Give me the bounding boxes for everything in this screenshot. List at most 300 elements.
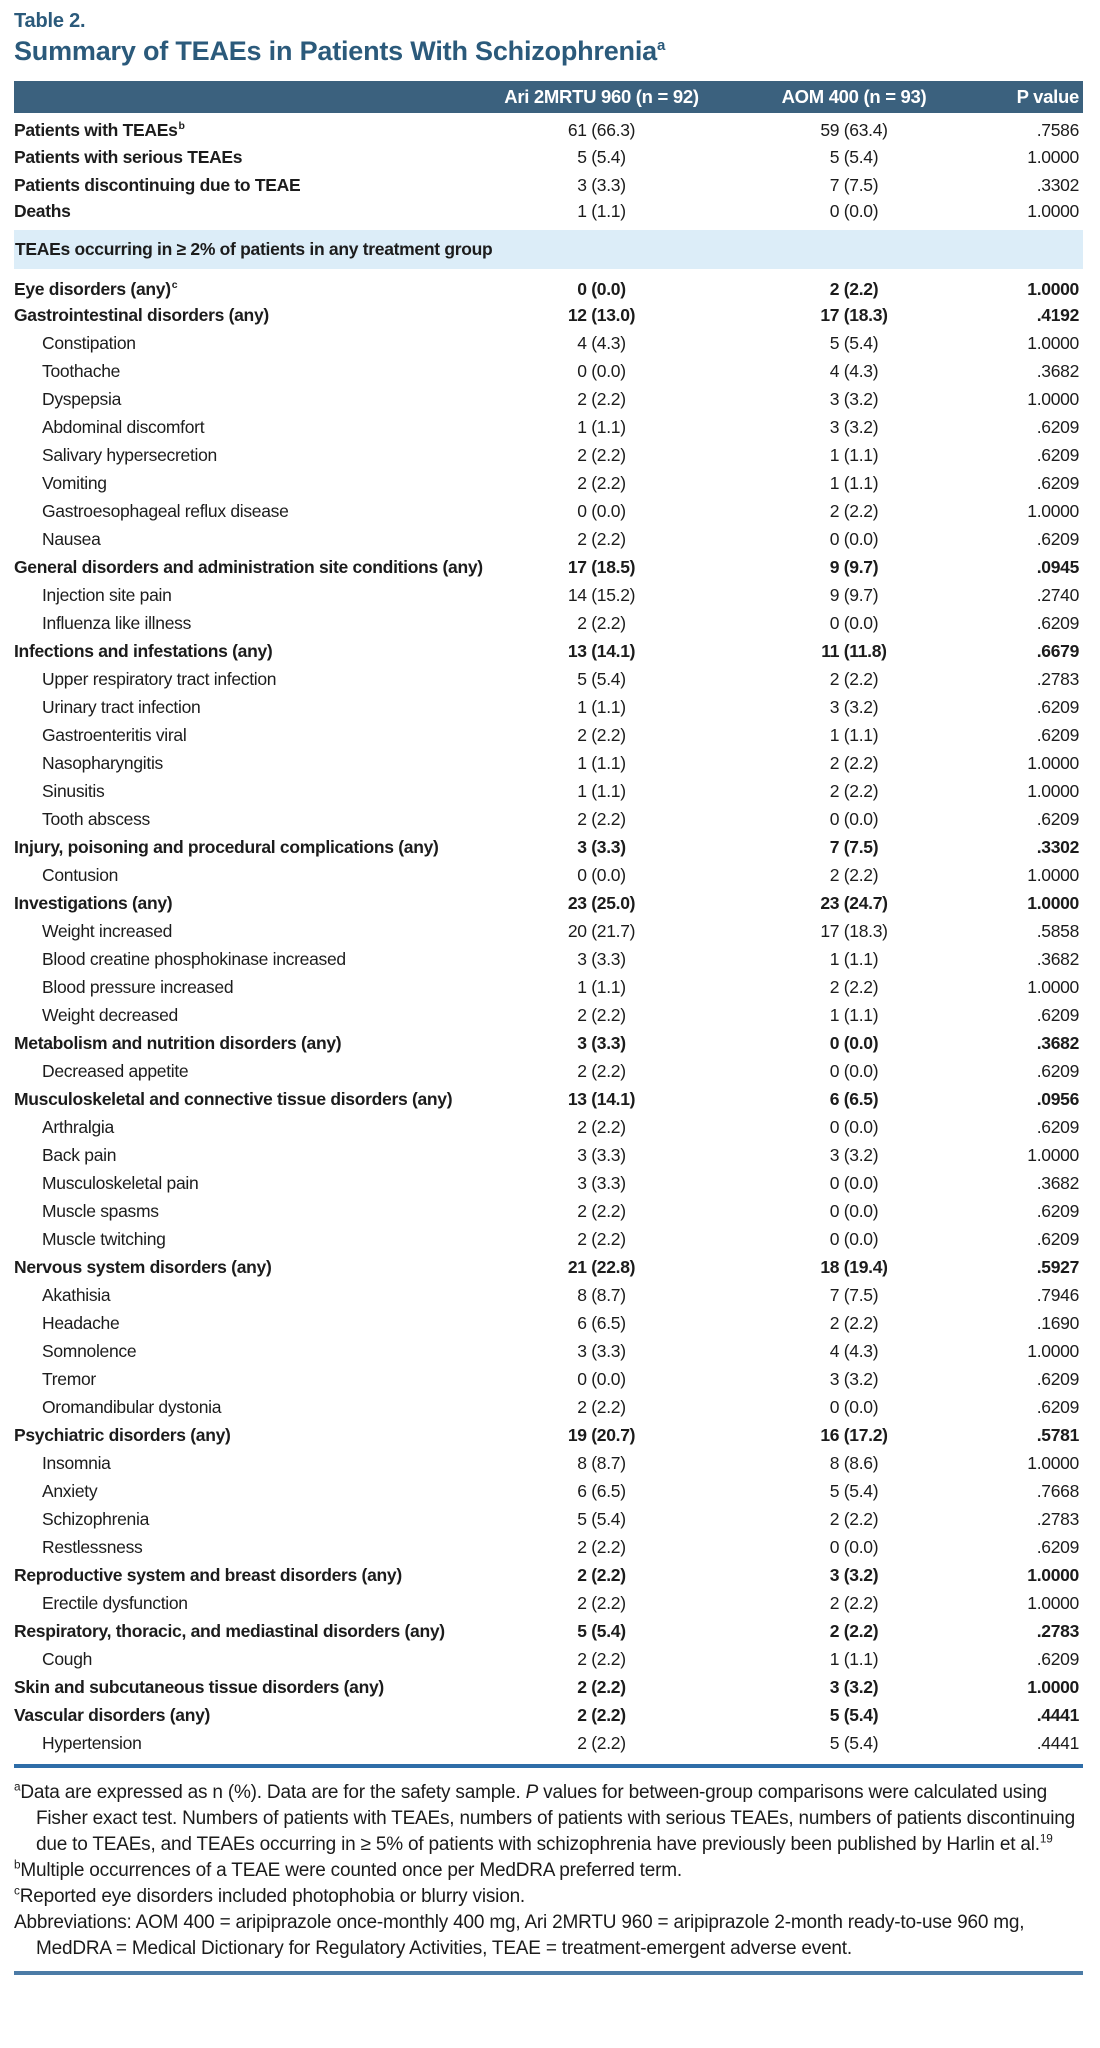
- row-label: Cough: [42, 1648, 93, 1669]
- cell-ari-2mrtu: 3 (3.3): [577, 1172, 626, 1193]
- row-label: Gastrointestinal disorders (any): [14, 304, 269, 325]
- row-label: Restlessness: [42, 1536, 143, 1557]
- cell-p-value: .6209: [1036, 528, 1079, 549]
- cell-aom-400: 5 (5.4): [829, 1480, 879, 1501]
- cell-p-value: .4441: [1036, 1732, 1079, 1753]
- cell-ari-2mrtu: 2 (2.2): [577, 528, 626, 549]
- cell-ari-2mrtu: 20 (21.7): [567, 920, 636, 941]
- table-row: [14, 805, 1083, 833]
- cell-ari-2mrtu: 2 (2.2): [577, 1536, 626, 1557]
- cell-ari-2mrtu: 6 (6.5): [577, 1312, 626, 1333]
- row-label: Injection site pain: [42, 584, 172, 605]
- cell-p-value: 1.0000: [1027, 201, 1079, 221]
- cell-ari-2mrtu: 2 (2.2): [577, 724, 626, 745]
- cell-aom-400: 1 (1.1): [829, 444, 879, 465]
- table-row: [14, 1645, 1083, 1673]
- cell-aom-400: 0 (0.0): [829, 1200, 879, 1221]
- row-label: Schizophrenia: [42, 1508, 150, 1529]
- table-row: [14, 413, 1083, 441]
- row-label-footnote-marker: b: [178, 119, 185, 132]
- cell-aom-400: 0 (0.0): [829, 612, 879, 633]
- cell-p-value: .6679: [1036, 640, 1079, 661]
- cell-ari-2mrtu: 3 (3.3): [577, 836, 626, 857]
- cell-ari-2mrtu: 8 (8.7): [577, 1452, 626, 1473]
- cell-aom-400: 3 (3.2): [829, 1676, 879, 1697]
- cell-aom-400: 59 (63.4): [820, 119, 888, 140]
- cell-ari-2mrtu: 2 (2.2): [577, 1564, 626, 1585]
- cell-p-value: .7946: [1036, 1284, 1079, 1305]
- column-header-ari-2mrtu: Ari 2MRTU 960 (n = 92): [494, 81, 709, 115]
- cell-p-value: .3302: [1036, 836, 1079, 857]
- cell-p-value: 1.0000: [1027, 864, 1079, 885]
- cell-ari-2mrtu: 2 (2.2): [577, 1704, 626, 1725]
- table-row: [14, 301, 1083, 329]
- row-label: Upper respiratory tract infection: [42, 668, 277, 689]
- cell-p-value: .6209: [1036, 1200, 1079, 1221]
- cell-ari-2mrtu: 2 (2.2): [577, 1004, 626, 1025]
- cell-ari-2mrtu: 0 (0.0): [577, 278, 626, 299]
- cell-aom-400: 0 (0.0): [829, 1172, 879, 1193]
- cell-aom-400: 0 (0.0): [829, 1116, 879, 1137]
- cell-ari-2mrtu: 0 (0.0): [577, 1368, 626, 1389]
- cell-p-value: .2740: [1036, 584, 1079, 605]
- cell-ari-2mrtu: 61 (66.3): [567, 119, 636, 140]
- cell-p-value: .2783: [1036, 1508, 1079, 1529]
- row-label: Weight decreased: [42, 1004, 178, 1025]
- cell-p-value: .3682: [1036, 948, 1079, 969]
- table-row: [14, 1141, 1083, 1169]
- table-row: [14, 385, 1083, 413]
- cell-aom-400: 2 (2.2): [829, 1592, 879, 1613]
- cell-aom-400: 4 (4.3): [829, 360, 879, 381]
- row-label: Psychiatric disorders (any): [14, 1424, 231, 1445]
- cell-ari-2mrtu: 3 (3.3): [577, 1144, 626, 1165]
- cell-p-value: .6209: [1036, 1536, 1079, 1557]
- cell-p-value: 1.0000: [1027, 388, 1079, 409]
- cell-ari-2mrtu: 13 (14.1): [567, 1088, 636, 1109]
- cell-p-value: .6209: [1036, 1004, 1079, 1025]
- row-label: Weight increased: [42, 920, 173, 941]
- section-header-label: TEAEs occurring in ≥ 2% of patients in any treatment group: [14, 227, 1083, 273]
- cell-ari-2mrtu: 3 (3.3): [577, 948, 626, 969]
- cell-aom-400: 2 (2.2): [829, 278, 879, 299]
- cell-aom-400: 7 (7.5): [829, 1284, 879, 1305]
- table-row: [14, 1505, 1083, 1533]
- cell-aom-400: 5 (5.4): [829, 332, 879, 353]
- table-row: [14, 553, 1083, 581]
- cell-aom-400: 7 (7.5): [829, 174, 879, 195]
- table-row: [14, 525, 1083, 553]
- table-row: [14, 1617, 1083, 1645]
- row-label: Nausea: [42, 528, 101, 549]
- cell-ari-2mrtu: 2 (2.2): [577, 1228, 626, 1249]
- cell-aom-400: 0 (0.0): [829, 1060, 879, 1081]
- cell-ari-2mrtu: 2 (2.2): [577, 1200, 626, 1221]
- footnote-abbreviations: Abbreviations: AOM 400 = aripiprazole once-monthly 400 mg, Ari 2MRTU 960 = aripiprazole 2-month ready-to-use 960 mg, MedDRA = Medical Dictionary for Regulatory Activities, TEAE = treatment-emergent adverse event.: [14, 1912, 1025, 1959]
- row-label: Reproductive system and breast disorders (any): [14, 1564, 402, 1585]
- cell-p-value: .5858: [1036, 920, 1079, 941]
- row-label: Back pain: [42, 1144, 117, 1165]
- cell-aom-400: 1 (1.1): [829, 472, 879, 493]
- cell-p-value: .5927: [1036, 1256, 1079, 1277]
- row-label: Injury, poisoning and procedural complications (any): [14, 836, 439, 857]
- row-label: Sinusitis: [42, 780, 105, 801]
- cell-ari-2mrtu: 1 (1.1): [577, 201, 626, 221]
- cell-p-value: .6209: [1036, 1228, 1079, 1249]
- row-label: Musculoskeletal and connective tissue disorders (any): [14, 1088, 453, 1109]
- column-header-p-value: P value: [999, 81, 1083, 115]
- cell-aom-400: 18 (19.4): [820, 1256, 888, 1277]
- row-label: Urinary tract infection: [42, 696, 201, 717]
- table-row: [14, 1057, 1083, 1085]
- cell-p-value: .6209: [1036, 1060, 1079, 1081]
- cell-aom-400: 3 (3.2): [829, 1564, 879, 1585]
- cell-p-value: 1.0000: [1027, 1564, 1079, 1585]
- table-title-text: Summary of TEAEs in Patients With Schizophrenia: [14, 36, 657, 66]
- table-row: [14, 861, 1083, 889]
- cell-aom-400: 0 (0.0): [829, 1228, 879, 1249]
- table-row: [14, 833, 1083, 861]
- cell-ari-2mrtu: 5 (5.4): [577, 1508, 626, 1529]
- cell-ari-2mrtu: 14 (15.2): [567, 584, 636, 605]
- cell-p-value: .3682: [1036, 1172, 1079, 1193]
- cell-ari-2mrtu: 3 (3.3): [577, 1340, 626, 1361]
- row-label: Musculoskeletal pain: [42, 1172, 199, 1193]
- cell-p-value: 1.0000: [1027, 1592, 1079, 1613]
- row-label: Decreased appetite: [42, 1060, 189, 1081]
- table-row: [14, 1449, 1083, 1477]
- row-label: Influenza like illness: [42, 612, 192, 633]
- column-header-empty: [14, 81, 494, 115]
- table-row: [14, 1253, 1083, 1281]
- cell-p-value: 1.0000: [1027, 1452, 1079, 1473]
- cell-p-value: .3302: [1036, 174, 1079, 195]
- cell-ari-2mrtu: 1 (1.1): [577, 416, 626, 437]
- cell-p-value: .0956: [1036, 1088, 1079, 1109]
- cell-ari-2mrtu: 2 (2.2): [577, 1732, 626, 1753]
- cell-p-value: 1.0000: [1027, 1340, 1079, 1361]
- cell-p-value: .6209: [1036, 724, 1079, 745]
- cell-p-value: .3682: [1036, 360, 1079, 381]
- table-row: [14, 917, 1083, 945]
- table-bottom-rule: [14, 1764, 1083, 1768]
- row-label: Respiratory, thoracic, and mediastinal disorders (any): [14, 1620, 445, 1641]
- cell-aom-400: 3 (3.2): [829, 1368, 879, 1389]
- cell-p-value: .0945: [1036, 556, 1079, 577]
- cell-aom-400: 2 (2.2): [829, 1620, 879, 1641]
- row-label: Dyspepsia: [42, 388, 122, 409]
- table-title-footnote-marker: a: [656, 37, 666, 54]
- table-row: [14, 637, 1083, 665]
- cell-ari-2mrtu: 2 (2.2): [577, 1648, 626, 1669]
- cell-p-value: .6209: [1036, 1116, 1079, 1137]
- table-row: [14, 721, 1083, 749]
- cell-ari-2mrtu: 0 (0.0): [577, 864, 626, 885]
- row-label: Infections and infestations (any): [14, 640, 273, 661]
- cell-p-value: .7586: [1036, 119, 1079, 140]
- cell-ari-2mrtu: 12 (13.0): [567, 304, 636, 325]
- table-row: [14, 749, 1083, 777]
- cell-aom-400: 23 (24.7): [820, 892, 888, 913]
- table-row: [14, 665, 1083, 693]
- cell-p-value: 1.0000: [1027, 332, 1079, 353]
- row-label: Gastroesophageal reflux disease: [42, 500, 289, 521]
- table-row: [14, 1029, 1083, 1057]
- cell-p-value: 1.0000: [1027, 752, 1079, 773]
- cell-aom-400: 5 (5.4): [829, 1704, 879, 1725]
- cell-p-value: .2783: [1036, 668, 1079, 689]
- cell-p-value: .2783: [1036, 1620, 1079, 1641]
- footnote-marker: a: [14, 1780, 21, 1794]
- cell-aom-400: 1 (1.1): [829, 724, 879, 745]
- row-label: Patients discontinuing due to TEAE: [14, 174, 301, 195]
- cell-ari-2mrtu: 13 (14.1): [567, 640, 636, 661]
- row-label: Akathisia: [42, 1284, 111, 1305]
- cell-p-value: .6209: [1036, 1648, 1079, 1669]
- row-label: Blood creatine phosphokinase increased: [42, 948, 346, 969]
- cell-aom-400: 2 (2.2): [829, 1312, 879, 1333]
- table-row: [14, 581, 1083, 609]
- table-row: [14, 329, 1083, 357]
- cell-p-value: .6209: [1036, 696, 1079, 717]
- table-row: [14, 1309, 1083, 1337]
- teae-summary-table: [14, 81, 1083, 1757]
- figure-bottom-rule: [14, 1971, 1083, 1975]
- table-row: [14, 1533, 1083, 1561]
- cell-ari-2mrtu: 5 (5.4): [577, 1620, 626, 1641]
- cell-aom-400: 5 (5.4): [829, 1732, 879, 1753]
- cell-aom-400: 1 (1.1): [829, 1648, 879, 1669]
- footnotes-block: [14, 1780, 1083, 1962]
- table-body: [14, 115, 1083, 1757]
- cell-aom-400: 3 (3.2): [829, 696, 879, 717]
- cell-aom-400: 0 (0.0): [829, 808, 879, 829]
- cell-p-value: .1690: [1036, 1312, 1079, 1333]
- cell-p-value: .5781: [1036, 1424, 1079, 1445]
- cell-p-value: .3682: [1036, 1032, 1079, 1053]
- cell-ari-2mrtu: 5 (5.4): [577, 146, 626, 167]
- row-label: Patients with serious TEAEs: [14, 146, 243, 167]
- cell-ari-2mrtu: 1 (1.1): [577, 752, 626, 773]
- table-row: [14, 1281, 1083, 1309]
- cell-aom-400: 7 (7.5): [829, 836, 879, 857]
- cell-ari-2mrtu: 0 (0.0): [577, 500, 626, 521]
- table-row: [14, 273, 1083, 301]
- table-row: [14, 1393, 1083, 1421]
- cell-p-value: .6209: [1036, 612, 1079, 633]
- cell-ari-2mrtu: 2 (2.2): [577, 472, 626, 493]
- footnote-marker: b: [14, 1858, 21, 1872]
- row-label: Headache: [42, 1312, 120, 1333]
- row-label: Nervous system disorders (any): [14, 1256, 272, 1277]
- cell-aom-400: 2 (2.2): [829, 500, 879, 521]
- cell-p-value: .4192: [1036, 304, 1079, 325]
- row-label: Salivary hypersecretion: [42, 444, 217, 465]
- cell-p-value: 1.0000: [1027, 976, 1079, 997]
- cell-ari-2mrtu: 2 (2.2): [577, 1676, 626, 1697]
- table-row: [14, 889, 1083, 917]
- row-label: Contusion: [42, 864, 119, 885]
- cell-ari-2mrtu: 5 (5.4): [577, 668, 626, 689]
- cell-ari-2mrtu: 17 (18.5): [567, 556, 636, 577]
- table-row: [14, 1673, 1083, 1701]
- cell-aom-400: 2 (2.2): [829, 752, 879, 773]
- cell-p-value: 1.0000: [1027, 1676, 1079, 1697]
- cell-p-value: 1.0000: [1027, 500, 1079, 521]
- table-row: [14, 1337, 1083, 1365]
- cell-aom-400: 1 (1.1): [829, 948, 879, 969]
- cell-p-value: 1.0000: [1027, 278, 1079, 299]
- table-row: [14, 1589, 1083, 1617]
- row-label: Abdominal discomfort: [42, 416, 205, 437]
- cell-aom-400: 3 (3.2): [829, 416, 879, 437]
- row-label: Anxiety: [42, 1480, 98, 1501]
- cell-aom-400: 0 (0.0): [829, 1536, 879, 1557]
- cell-p-value: .6209: [1036, 1368, 1079, 1389]
- footnote-a: $^a$Data are expressed as n (%). Data are for the safety sample. P values for between-group comparisons were calculated using Fisher exact test. Numbers of patients with TEAEs, numbers of patients with serious TEAEs, numbers of patients discontinuing due to TEAEs, and TEAEs occurring in ≥ 5% of patients with schizophrenia have previously been published by Harlin et al.$^{19}$: [14, 1780, 1075, 1855]
- cell-aom-400: 11 (11.8): [821, 640, 887, 661]
- cell-ari-2mrtu: 6 (6.5): [577, 1480, 626, 1501]
- row-label: Constipation: [42, 332, 136, 353]
- cell-ari-2mrtu: 3 (3.3): [577, 1032, 626, 1053]
- cell-ari-2mrtu: 2 (2.2): [577, 388, 626, 409]
- row-label: Gastroenteritis viral: [42, 724, 187, 745]
- cell-ari-2mrtu: 2 (2.2): [577, 444, 626, 465]
- row-label: Erectile dysfunction: [42, 1592, 188, 1613]
- cell-p-value: 1.0000: [1027, 892, 1079, 913]
- row-label: Deaths: [14, 201, 71, 221]
- table-row: [14, 357, 1083, 385]
- cell-p-value: .6209: [1036, 444, 1079, 465]
- cell-p-value: .6209: [1036, 808, 1079, 829]
- cell-aom-400: 17 (18.3): [820, 920, 888, 941]
- table-row: [14, 469, 1083, 497]
- cell-p-value: .6209: [1036, 416, 1079, 437]
- table-title: [14, 36, 1083, 67]
- row-label: General disorders and administration site conditions (any): [14, 556, 483, 577]
- table-row: [14, 1197, 1083, 1225]
- table-number-label: Table 2.: [14, 10, 86, 32]
- cell-aom-400: 6 (6.5): [829, 1088, 879, 1109]
- table-header-row: [14, 81, 1083, 115]
- column-header-aom-400: AOM 400 (n = 93): [709, 81, 999, 115]
- cell-p-value: .4441: [1036, 1704, 1079, 1725]
- cell-ari-2mrtu: 0 (0.0): [577, 360, 626, 381]
- table-row: [14, 1365, 1083, 1393]
- cell-aom-400: 2 (2.2): [829, 1508, 879, 1529]
- row-label: Muscle spasms: [42, 1200, 159, 1221]
- cell-aom-400: 2 (2.2): [829, 780, 879, 801]
- row-label: Skin and subcutaneous tissue disorders (any): [14, 1676, 384, 1697]
- row-label: Patients with TEAEs$^b$: [14, 119, 185, 140]
- table-row: [14, 497, 1083, 525]
- footnote-b: $^b$Multiple occurrences of a TEAE were counted once per MedDRA preferred term.: [14, 1858, 682, 1881]
- cell-ari-2mrtu: 2 (2.2): [577, 612, 626, 633]
- table-row: [14, 1001, 1083, 1029]
- cell-ari-2mrtu: 2 (2.2): [577, 1116, 626, 1137]
- table-row: [14, 1169, 1083, 1197]
- footnote-c: $^c$Reported eye disorders included photophobia or blurry vision.: [14, 1884, 526, 1907]
- footnote-marker: c: [14, 1884, 20, 1898]
- cell-aom-400: 2 (2.2): [829, 864, 879, 885]
- cell-aom-400: 0 (0.0): [829, 1032, 879, 1053]
- cell-p-value: .6209: [1036, 472, 1079, 493]
- cell-ari-2mrtu: 2 (2.2): [577, 1592, 626, 1613]
- table-row: [14, 1225, 1083, 1253]
- row-label: Vomiting: [42, 472, 107, 493]
- table-row: [14, 1701, 1083, 1729]
- cell-ari-2mrtu: 2 (2.2): [577, 1396, 626, 1417]
- cell-aom-400: 17 (18.3): [820, 304, 888, 325]
- cell-p-value: 1.0000: [1027, 1144, 1079, 1165]
- row-label: Blood pressure increased: [42, 976, 234, 997]
- row-label: Insomnia: [42, 1452, 111, 1473]
- table-row: [14, 1421, 1083, 1449]
- cell-aom-400: 5 (5.4): [829, 146, 879, 167]
- cell-aom-400: 2 (2.2): [829, 668, 879, 689]
- row-label: Oromandibular dystonia: [42, 1396, 222, 1417]
- row-label: Nasopharyngitis: [42, 752, 163, 773]
- row-label: Tremor: [42, 1368, 96, 1389]
- row-label: Hypertension: [42, 1732, 142, 1753]
- table-row: [14, 693, 1083, 721]
- table-row: [14, 1085, 1083, 1113]
- cell-ari-2mrtu: 1 (1.1): [577, 976, 626, 997]
- row-label: Investigations (any): [14, 892, 173, 913]
- cell-p-value: .6209: [1036, 1396, 1079, 1417]
- cell-aom-400: 3 (3.2): [829, 388, 879, 409]
- cell-ari-2mrtu: 3 (3.3): [577, 174, 626, 195]
- table-row: [14, 1729, 1083, 1757]
- cell-ari-2mrtu: 4 (4.3): [577, 332, 626, 353]
- cell-aom-400: 9 (9.7): [829, 556, 879, 577]
- cell-aom-400: 1 (1.1): [829, 1004, 879, 1025]
- cell-aom-400: 0 (0.0): [829, 201, 879, 221]
- row-label: Somnolence: [42, 1340, 137, 1361]
- row-label: Vascular disorders (any): [14, 1704, 211, 1725]
- cell-p-value: .7668: [1036, 1480, 1079, 1501]
- row-label: Toothache: [42, 360, 121, 381]
- table-row: [14, 115, 1083, 143]
- cell-ari-2mrtu: 1 (1.1): [577, 696, 626, 717]
- cell-ari-2mrtu: 2 (2.2): [577, 808, 626, 829]
- table-row: [14, 441, 1083, 469]
- table-row: [14, 1113, 1083, 1141]
- table-row: [14, 1477, 1083, 1505]
- cell-aom-400: 16 (17.2): [820, 1424, 888, 1445]
- table-row: [14, 143, 1083, 171]
- cell-aom-400: 4 (4.3): [829, 1340, 879, 1361]
- cell-p-value: 1.0000: [1027, 146, 1079, 167]
- row-label: Tooth abscess: [42, 808, 150, 829]
- cell-aom-400: 2 (2.2): [829, 976, 879, 997]
- cell-aom-400: 0 (0.0): [829, 528, 879, 549]
- cell-aom-400: 3 (3.2): [829, 1144, 879, 1165]
- row-label: Eye disorders (any)$^c$: [14, 278, 178, 299]
- cell-ari-2mrtu: 19 (20.7): [567, 1424, 636, 1445]
- table-row: [14, 777, 1083, 805]
- table-row: [14, 945, 1083, 973]
- row-label: Metabolism and nutrition disorders (any): [14, 1032, 342, 1053]
- cell-aom-400: 9 (9.7): [829, 584, 879, 605]
- cell-aom-400: 8 (8.6): [829, 1452, 879, 1473]
- cell-ari-2mrtu: 1 (1.1): [577, 780, 626, 801]
- table-row: [14, 1561, 1083, 1589]
- cell-ari-2mrtu: 23 (25.0): [567, 892, 636, 913]
- cell-ari-2mrtu: 2 (2.2): [577, 1060, 626, 1081]
- section-header-row: [14, 227, 1083, 273]
- cell-p-value: 1.0000: [1027, 780, 1079, 801]
